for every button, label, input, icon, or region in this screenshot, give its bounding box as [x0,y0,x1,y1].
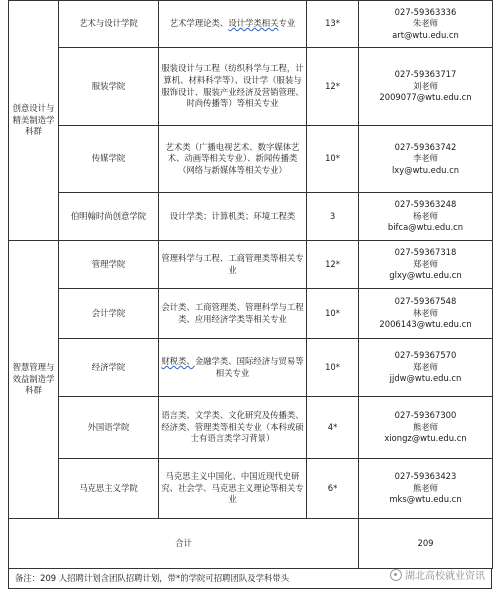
college-name: 会计学院 [59,289,159,339]
table-row [9,241,493,289]
college-name: 马克思主义学院 [59,459,159,519]
college-name: 艺术与设计学院 [59,1,159,48]
contact-person: 李老师 [412,153,439,164]
contact-cell [359,126,493,193]
major-cell [159,1,307,48]
contact-phone: 027-59367318 [394,247,457,258]
contact-person: 郑老师 [412,361,439,372]
table-row [9,1,493,48]
contact-cell [359,48,493,126]
contact-cell [359,193,493,241]
contact-email: bifca@wtu.edu.cn [387,222,464,233]
recruit-count: 10* [307,339,359,397]
major-cell [159,339,307,397]
table-row [9,126,493,193]
contact-person: 熊老师 [412,421,439,432]
major-cell: 管理科学与工程、工商管理类等相关专业 [159,241,307,289]
table-row [9,339,493,397]
contact-phone: 027-59363742 [394,141,457,152]
contact-email: lxy@wtu.edu.cn [391,164,460,175]
major-cell: 语言类、文学类、文化研究及传播类、经济类、管理类等相关专业（本科或硕士有语言类学习背景） [159,397,307,459]
college-name: 外国语学院 [59,397,159,459]
recruit-count: 10* [307,289,359,339]
college-name: 伯明翰时尚创意学院 [59,193,159,241]
contact-email: mks@wtu.edu.cn [389,494,462,505]
major-cell: 马克思主义中国化、中国近现代史研究、社会学、马克思主义理论等相关专业 [159,459,307,519]
major-cell: 艺术类（广播电视艺术、数字媒体艺术、动画等相关专业）、新闻传播类（网络与新媒体等相关专业） [159,126,307,193]
contact-phone: 027-59367570 [394,350,457,361]
contact-phone: 027-59363336 [394,6,457,17]
recruit-count: 6* [307,459,359,519]
contact-phone: 027-59363423 [394,471,457,482]
contact-person: 杨老师 [412,210,439,221]
wechat-logo-icon [390,569,402,581]
contact-email: 2009077@wtu.edu.cn [379,92,472,103]
contact-cell [359,1,493,48]
table-row [9,48,493,126]
recruitment-table [8,0,493,569]
total-row [9,519,493,569]
contact-cell [359,289,493,339]
college-name: 管理学院 [59,241,159,289]
major-cell: 会计类、工商管理类、管理科学与工程类、应用经济学类等相关专业 [159,289,307,339]
recruit-count: 12* [307,241,359,289]
college-name: 经济学院 [59,339,159,397]
watermark-text: 湖北高校就业资讯 [405,571,485,582]
contact-cell [359,241,493,289]
contact-email: 2006143@wtu.edu.cn [379,319,472,330]
contact-person: 林老师 [412,307,439,318]
major-text-underlined: 设计学类相关 [228,18,279,29]
major-text-underlined: 财税类、 [161,355,195,366]
college-name: 服装学院 [59,48,159,126]
contact-phone: 027-59367300 [394,410,457,421]
recruit-count: 3 [307,193,359,241]
table-row [9,459,493,519]
major-text-tail: 金融学类、国际经济与贸易等相关专业 [194,355,304,378]
recruit-count: 4* [307,397,359,459]
contact-person: 刘老师 [412,80,439,91]
contact-cell [359,339,493,397]
total-value: 209 [359,519,493,569]
contact-email: xiongz@wtu.edu.cn [384,433,467,444]
major-cell: 设计学类；计算机类；环境工程类 [159,193,307,241]
table-row [9,193,493,241]
contact-email: jjdw@wtu.edu.cn [389,373,462,384]
group-cell: 创意设计与精美制造学科群 [9,1,59,241]
contact-cell [359,397,493,459]
contact-phone: 027-59367548 [394,296,457,307]
total-label: 合计 [9,519,359,569]
major-cell: 服装设计与工程（纺织科学与工程，计算机、材料科学等）、设计学（服装与服饰设计、服装产业经济及营销管理、时尚传播等）等相关专业 [159,48,307,126]
contact-person: 朱老师 [412,18,439,29]
contact-person: 郑老师 [412,258,439,269]
table-row [9,289,493,339]
watermark [390,567,485,582]
recruit-count: 12* [307,48,359,126]
major-text-tail: 专业 [278,18,296,29]
contact-person: 熊老师 [412,482,439,493]
footnote: 备注：209 人招聘计划含团队招聘计划，带*的学院可招聘团队及学科带头 [8,569,492,589]
group-cell: 智慧管理与效益制造学科群 [9,241,59,519]
recruit-count: 10* [307,126,359,193]
college-name: 传媒学院 [59,126,159,193]
contact-cell [359,459,493,519]
recruit-count: 13* [307,1,359,48]
table-row [9,397,493,459]
contact-phone: 027-59363248 [394,199,457,210]
major-text: 艺术学理论类、 [169,18,229,29]
contact-phone: 027-59363717 [394,69,457,80]
contact-email: glxy@wtu.edu.cn [389,270,462,281]
contact-email: art@wtu.edu.cn [392,29,459,40]
